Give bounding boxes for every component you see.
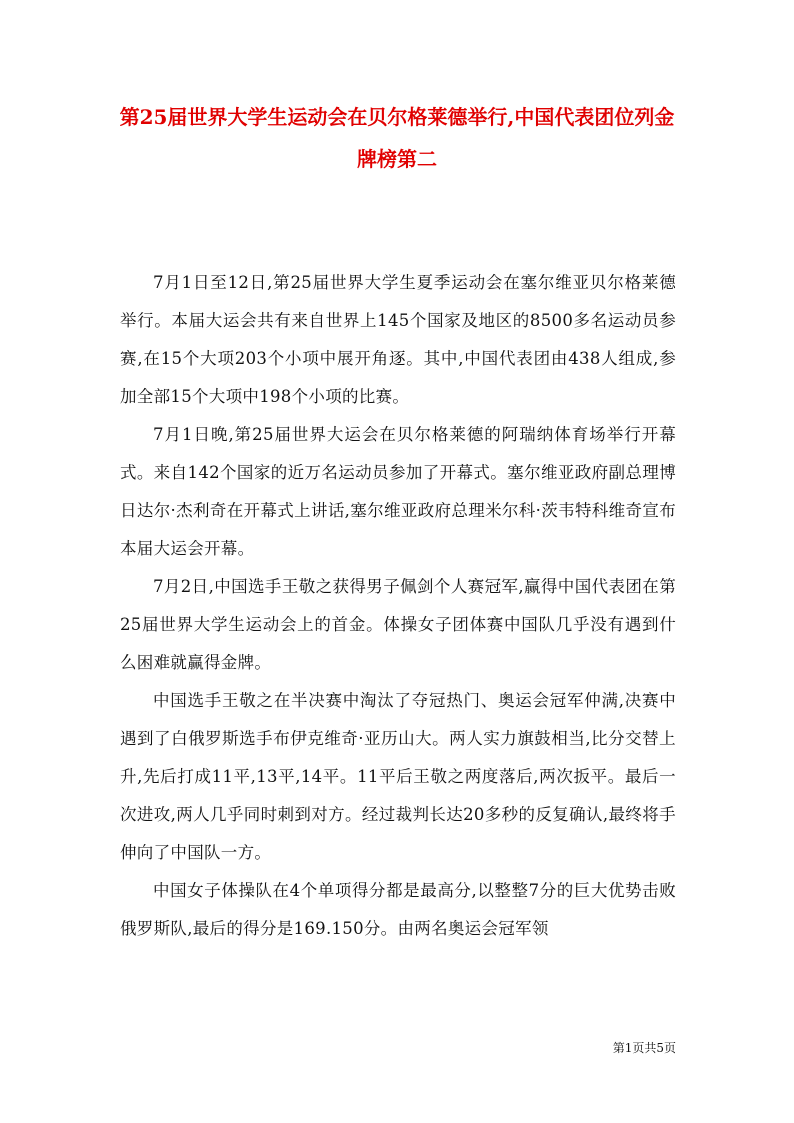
paragraph-1: 7月1日至12日,第25届世界大学生夏季运动会在塞尔维亚贝尔格莱德举行。本届大运会共有来自世界上145个国家及地区的8500多名运动员参赛,在15个大项203个小项中展开角逐。其中,中国代表团由438人组成,参加全部15个大项中198个小项的比赛。 [120, 273, 676, 406]
document-title: 第25届世界大学生运动会在贝尔格莱德举行,中国代表团位列金牌榜第二 [119, 105, 675, 171]
paragraph-5: 中国女子体操队在4个单项得分都是最高分,以整整7分的巨大优势击败俄罗斯队,最后的得分是169.150分。由两名奥运会冠军领 [120, 881, 676, 938]
page-footer [0, 1040, 676, 1056]
page-number-label: 第1页共5页 [612, 1041, 676, 1055]
paragraph-2: 7月1日晚,第25届世界大运会在贝尔格莱德的阿瑞纳体育场举行开幕式。来自142个国家的近万名运动员参加了开幕式。塞尔维亚政府副总理博日达尔·杰利奇在开幕式上讲话,塞尔维亚政府总理米尔科·茨韦特科维奇宣布本届大运会开幕。 [120, 425, 676, 558]
paragraph-3: 7月2日,中国选手王敬之获得男子佩剑个人赛冠军,赢得中国代表团在第25届世界大学生运动会上的首金。体操女子团体赛中国队几乎没有遇到什么困难就赢得金牌。 [120, 577, 676, 672]
paragraph-4: 中国选手王敬之在半决赛中淘汰了夺冠热门、奥运会冠军仲满,决赛中遇到了白俄罗斯选手布伊克维奇·亚历山大。两人实力旗鼓相当,比分交替上升,先后打成11平,13平,14平。11平后王敬之两度落后,两次扳平。最后一次进攻,两人几乎同时刺到对方。经过裁判长达20多秒的反复确认,最终将手伸向了中国队一方。 [120, 691, 676, 862]
document-body [120, 264, 676, 948]
